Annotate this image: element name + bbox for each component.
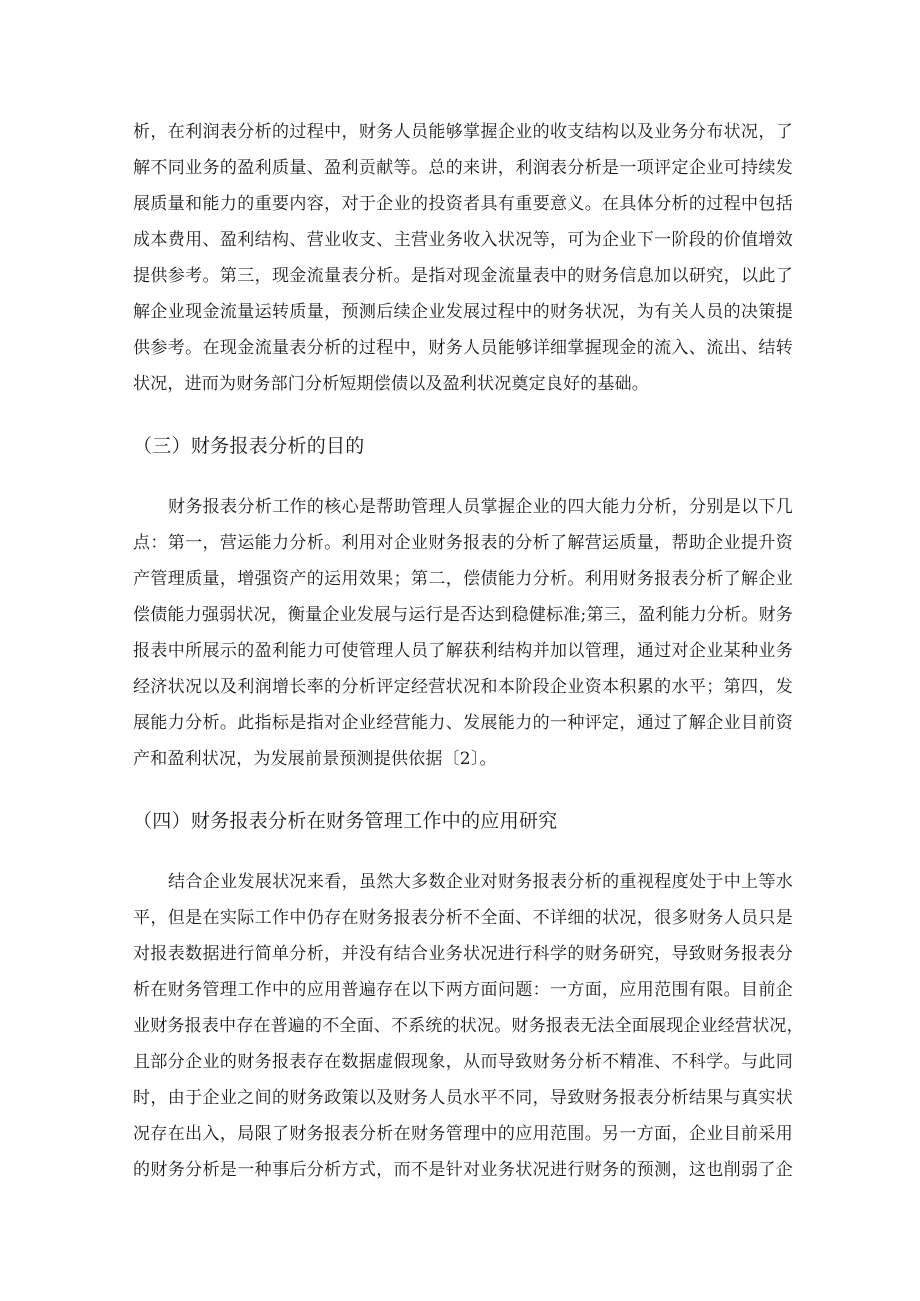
- paragraph-2-line: 产管理质量，增强资产的运用效果；第二，偿债能力分析。利用财务报表分析了解企业: [133, 569, 793, 589]
- paragraph-3-line: 结合企业发展状况来看，虽然大多数企业对财务报表分析的重视程度处于中上等水: [168, 872, 793, 892]
- paragraph-3-line: 且部分企业的财务报表存在数据虚假现象，从而导致财务分析不精准、不科学。与此同: [133, 1052, 793, 1072]
- paragraph-2-line: 财务报表分析工作的核心是帮助管理人员掌握企业的四大能力分析，分别是以下几: [168, 497, 793, 517]
- paragraph-3-line: 时，由于企业之间的财务政策以及财务人员水平不同，导致财务报表分析结果与真实状: [133, 1088, 793, 1108]
- paragraph-2-line: 偿债能力强弱状况，衡量企业发展与运行是否达到稳健标准;第三，盈利能力分析。财务: [133, 605, 793, 625]
- section-heading-3: （三）财务报表分析的目的: [133, 435, 365, 457]
- paragraph-1-line: 析，在利润表分析的过程中，财务人员能够掌握企业的收支结构以及业务分布状况，了: [133, 122, 793, 142]
- paragraph-2-line: 产和盈利状况，为发展前景预测提供依据〔2〕。: [133, 749, 497, 769]
- paragraph-3-line: 平，但是在实际工作中仍存在财务报表分析不全面、不详细的状况，很多财务人员只是: [133, 908, 793, 928]
- paragraph-3-line: 对报表数据进行简单分析，并没有结合业务状况进行科学的财务研究，导致财务报表分: [133, 944, 793, 964]
- paragraph-2-line: 经济状况以及利润增长率的分析评定经营状况和本阶段企业资本积累的水平；第四，发: [133, 677, 793, 697]
- paragraph-2-line: 点：第一，营运能力分析。利用对企业财务报表的分析了解营运质量，帮助企业提升资: [133, 533, 793, 553]
- paragraph-3-line: 的财务分析是一种事后分析方式，而不是针对业务状况进行财务的预测，这也削弱了企: [133, 1160, 793, 1180]
- paragraph-2-line: 报表中所展示的盈利能力可使管理人员了解获利结构并加以管理，通过对企业某种业务: [133, 641, 793, 661]
- paragraph-2-line: 展能力分析。此指标是指对企业经营能力、发展能力的一种评定，通过了解企业目前资: [133, 713, 793, 733]
- paragraph-1-line: 成本费用、盈利结构、营业收支、主营业务收入状况等，可为企业下一阶段的价值增效: [133, 230, 793, 250]
- section-heading-4: （四）财务报表分析在财务管理工作中的应用研究: [133, 810, 558, 832]
- paragraph-1-line: 供参考。在现金流量表分析的过程中，财务人员能够详细掌握现金的流入、流出、结转: [133, 338, 793, 358]
- paragraph-1-line: 提供参考。第三，现金流量表分析。是指对现金流量表中的财务信息加以研究，以此了: [133, 266, 793, 286]
- paragraph-1-line: 解企业现金流量运转质量，预测后续企业发展过程中的财务状况，为有关人员的决策提: [133, 302, 793, 322]
- paragraph-3-line: 析在财务管理工作中的应用普遍存在以下两方面问题：一方面，应用范围有限。目前企: [133, 980, 793, 1000]
- paragraph-3-line: 业财务报表中存在普遍的不全面、不系统的状况。财务报表无法全面展现企业经营状况，: [133, 1016, 804, 1036]
- paragraph-3-line: 况存在出入，局限了财务报表分析在财务管理中的应用范围。另一方面，企业目前采用: [133, 1124, 793, 1144]
- paragraph-1-line: 解不同业务的盈利质量、盈利贡献等。总的来讲，利润表分析是一项评定企业可持续发: [133, 158, 793, 178]
- paragraph-1-line: 状况，进而为财务部门分析短期偿债以及盈利状况奠定良好的基础。: [133, 374, 649, 394]
- paragraph-1-line: 展质量和能力的重要内容，对于企业的投资者具有重要意义。在具体分析的过程中包括: [133, 194, 793, 214]
